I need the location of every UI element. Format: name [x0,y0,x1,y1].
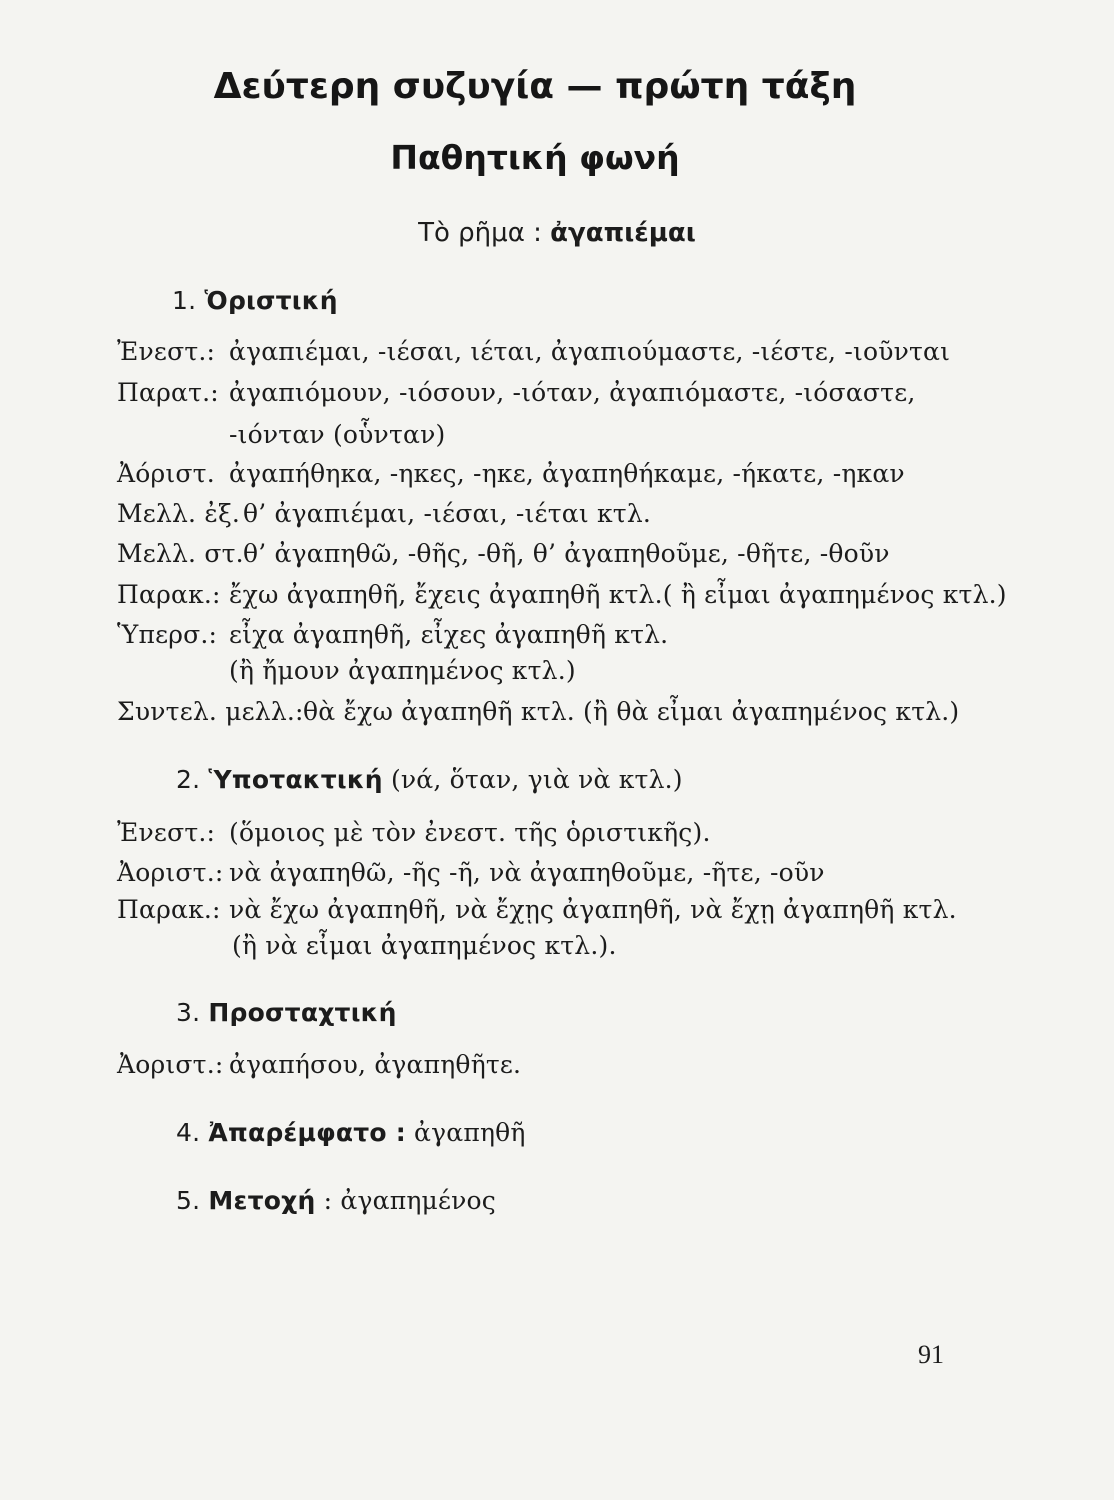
verb-name: ἀγαπιέμαι [550,218,696,248]
list-item: Ἀόριστ. ἀγαπήθηκα, -ηκες, -ηκε, ἀγαπηθήκαμε, -ήκατε, -ηκαν [117,459,905,488]
list-item: Παρακ.: νὰ ἔχω ἀγαπηθῆ, νὰ ἔχῃς ἀγαπηθῆ, νὰ ἔχῃ ἀγαπηθῆ κτλ. [117,895,957,924]
list-item: Ὑπερσ.: εἶχα ἀγαπηθῆ, εἶχες ἀγαπηθῆ κτλ. [117,620,669,649]
section-indicative-heading: 1. Ὁριστική [172,286,338,315]
section-participle: 5. Μετοχή : ἀγαπημένος [176,1186,496,1215]
section-imperative-heading: 3. Προσταχτική [176,998,397,1027]
list-item: Ἀοριστ.: ἀγαπήσου, ἀγαπηθῆτε. [117,1050,522,1079]
list-item: -ιόνταν (οὗνταν) [229,420,446,449]
list-item: Ἀοριστ.: νὰ ἀγαπηθῶ, -ῆς -ῆ, νὰ ἀγαπηθοῦμε, -ῆτε, -οῦν [117,858,825,887]
list-item: Παρατ.: ἀγαπιόμουν, -ιόσουν, -ιόταν, ἀγαπιόμαστε, -ιόσαστε, [117,378,916,407]
page-title: Δεύτερη συζυγία — πρώτη τάξη [213,66,857,107]
verb-line [0,218,1114,248]
section-infinitive: 4. Ἀπαρέμφατο : ἀγαπηθῆ [176,1118,526,1147]
list-item: Παρακ.: ἔχω ἀγαπηθῆ, ἔχεις ἀγαπηθῆ κτλ.( ἢ εἶμαι ἀγαπημένος κτλ.) [117,580,1007,609]
list-item: Ἐνεστ.: ἀγαπιέμαι, -ιέσαι, ιέται, ἀγαπιούμαστε, -ιέστε, -ιοῦνται [117,337,951,366]
page-number: 91 [918,1340,944,1369]
page-subtitle: Παθητική φωνή [390,138,680,177]
list-item: Μελλ. ἐξ. θ’ ἀγαπιέμαι, -ιέσαι, -ιέται κτλ. [117,499,652,528]
section-subjunctive-heading: 2. Ὑποτακτική (νά, ὅταν, γιὰ νὰ κτλ.) [176,765,683,794]
list-item: Μελλ. στ.θ’ ἀγαπηθῶ, -θῆς, -θῆ, θ’ ἀγαπηθοῦμε, -θῆτε, -θοῦν [117,539,890,568]
list-item: Ἐνεστ.: (ὅμοιος μὲ τὸν ἐνεστ. τῆς ὁριστικῆς). [117,818,711,847]
list-item: (ἢ ἤμουν ἀγαπημένος κτλ.) [229,656,576,685]
list-item: Συντελ. μελλ.:θὰ ἔχω ἀγαπηθῆ κτλ. (ἢ θὰ εἶμαι ἀγαπημένος κτλ.) [117,697,960,726]
verb-label: Τὸ ρῆμα : [418,218,542,248]
list-item: (ἢ νὰ εἶμαι ἀγαπημένος κτλ.). [232,931,617,960]
